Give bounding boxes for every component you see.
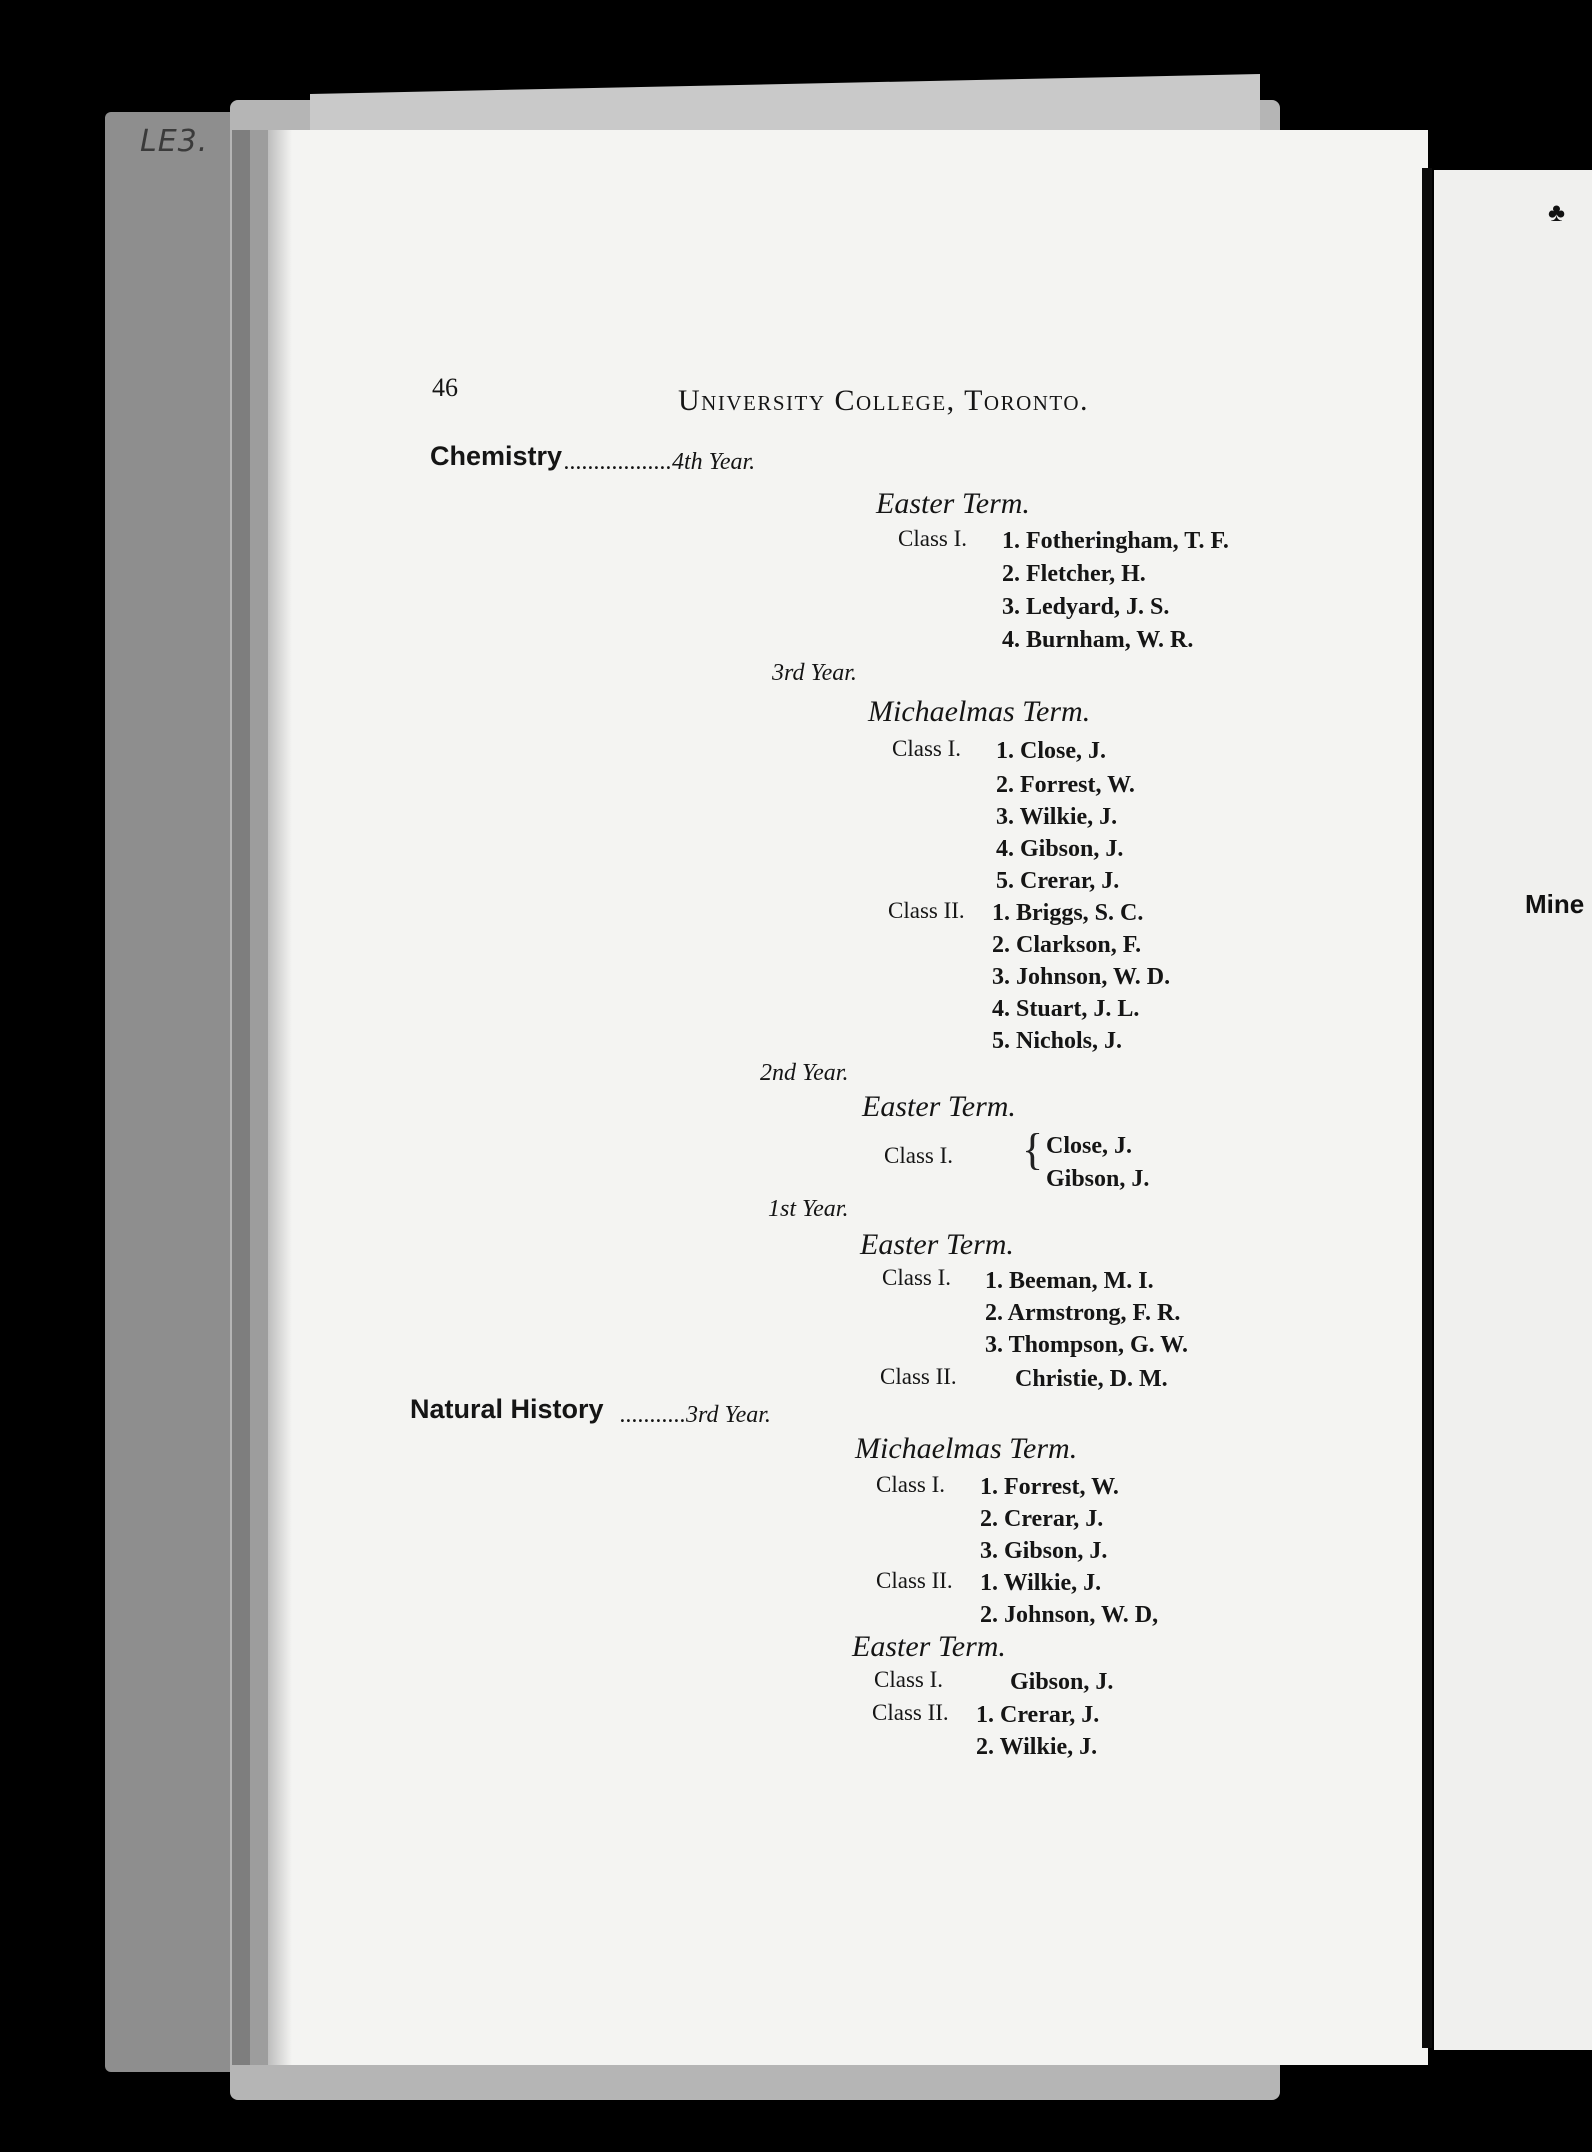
class-label: Class I.	[892, 736, 961, 761]
list-item: 1. Beeman, M. I.	[985, 1268, 1154, 1294]
year-heading: 1st Year.	[768, 1196, 849, 1222]
list-item: 3. Ledyard, J. S.	[1002, 594, 1170, 620]
list-item: Gibson, J.	[1046, 1166, 1150, 1192]
subject-heading-chemistry: Chemistry	[430, 441, 563, 471]
list-item: 2. Armstrong, F. R.	[985, 1300, 1181, 1326]
facing-page	[1434, 170, 1592, 2050]
page-binding-rule	[1422, 168, 1432, 2048]
list-item: 3. Thompson, G. W.	[985, 1332, 1188, 1358]
class-label: Class I.	[876, 1472, 945, 1497]
class-label: Class I.	[874, 1667, 943, 1692]
list-item: 2. Fletcher, H.	[1002, 561, 1146, 587]
class-label: Class I.	[898, 526, 967, 551]
subject-heading-natural-history: Natural History	[410, 1394, 604, 1424]
class-label: Class I.	[882, 1265, 951, 1290]
term-heading: Michaelmas Term.	[855, 1432, 1078, 1465]
subject-leader-year: ...........3rd Year.	[620, 1402, 771, 1428]
term-heading: Easter Term.	[860, 1228, 1014, 1261]
list-item: Close, J.	[1046, 1133, 1132, 1159]
list-item: 1. Wilkie, J.	[980, 1570, 1102, 1596]
page-gutter-shade	[268, 130, 292, 2065]
list-item: 3. Johnson, W. D.	[992, 964, 1171, 990]
book-page	[268, 130, 1428, 2065]
list-item: 2. Wilkie, J.	[976, 1734, 1098, 1760]
year-heading: 2nd Year.	[760, 1060, 849, 1086]
class-label: Class I.	[884, 1143, 953, 1168]
list-item: 2. Clarkson, F.	[992, 932, 1142, 958]
list-item: 1. Briggs, S. C.	[992, 900, 1144, 926]
list-item: 3. Gibson, J.	[980, 1538, 1108, 1564]
running-head-title: University College, Toronto.	[678, 384, 1090, 417]
term-heading: Easter Term.	[876, 487, 1030, 520]
class-label: Class II.	[880, 1364, 957, 1389]
list-item: 1. Fotheringham, T. F.	[1002, 528, 1229, 554]
facing-page-word: Mine	[1525, 889, 1585, 919]
list-item: 2. Johnson, W. D,	[980, 1602, 1159, 1628]
page-number: 46	[432, 373, 458, 402]
year-heading: 3rd Year.	[772, 660, 857, 686]
list-item: 5. Nichols, J.	[992, 1028, 1123, 1054]
list-item: 2. Forrest, W.	[996, 772, 1135, 798]
class-label: Class II.	[888, 898, 965, 923]
margin-note-line: LE3.	[140, 124, 209, 159]
class-label: Class II.	[872, 1700, 949, 1725]
leaf-ornament-icon: ♣	[1548, 198, 1566, 227]
margin-handwritten-note	[140, 122, 208, 162]
list-item: 4. Burnham, W. R.	[1002, 627, 1194, 653]
list-item: 1. Crerar, J.	[976, 1702, 1100, 1728]
list-item: Christie, D. M.	[1015, 1366, 1168, 1392]
term-heading: Michaelmas Term.	[868, 695, 1091, 728]
list-item: 2. Crerar, J.	[980, 1506, 1104, 1532]
class-label: Class II.	[876, 1568, 953, 1593]
term-heading: Easter Term.	[862, 1090, 1016, 1123]
list-item: 4. Stuart, J. L.	[992, 996, 1140, 1022]
list-item: 1. Close, J.	[996, 738, 1106, 764]
list-item: 4. Gibson, J.	[996, 836, 1124, 862]
list-item: 3. Wilkie, J.	[996, 804, 1118, 830]
brace-icon: {	[1022, 1125, 1044, 1174]
list-item: 1. Forrest, W.	[980, 1474, 1119, 1500]
list-item: 5. Crerar, J.	[996, 868, 1120, 894]
subject-leader-year: ..................4th Year.	[564, 449, 756, 475]
list-item: Gibson, J.	[1010, 1669, 1114, 1695]
term-heading: Easter Term.	[852, 1630, 1006, 1663]
